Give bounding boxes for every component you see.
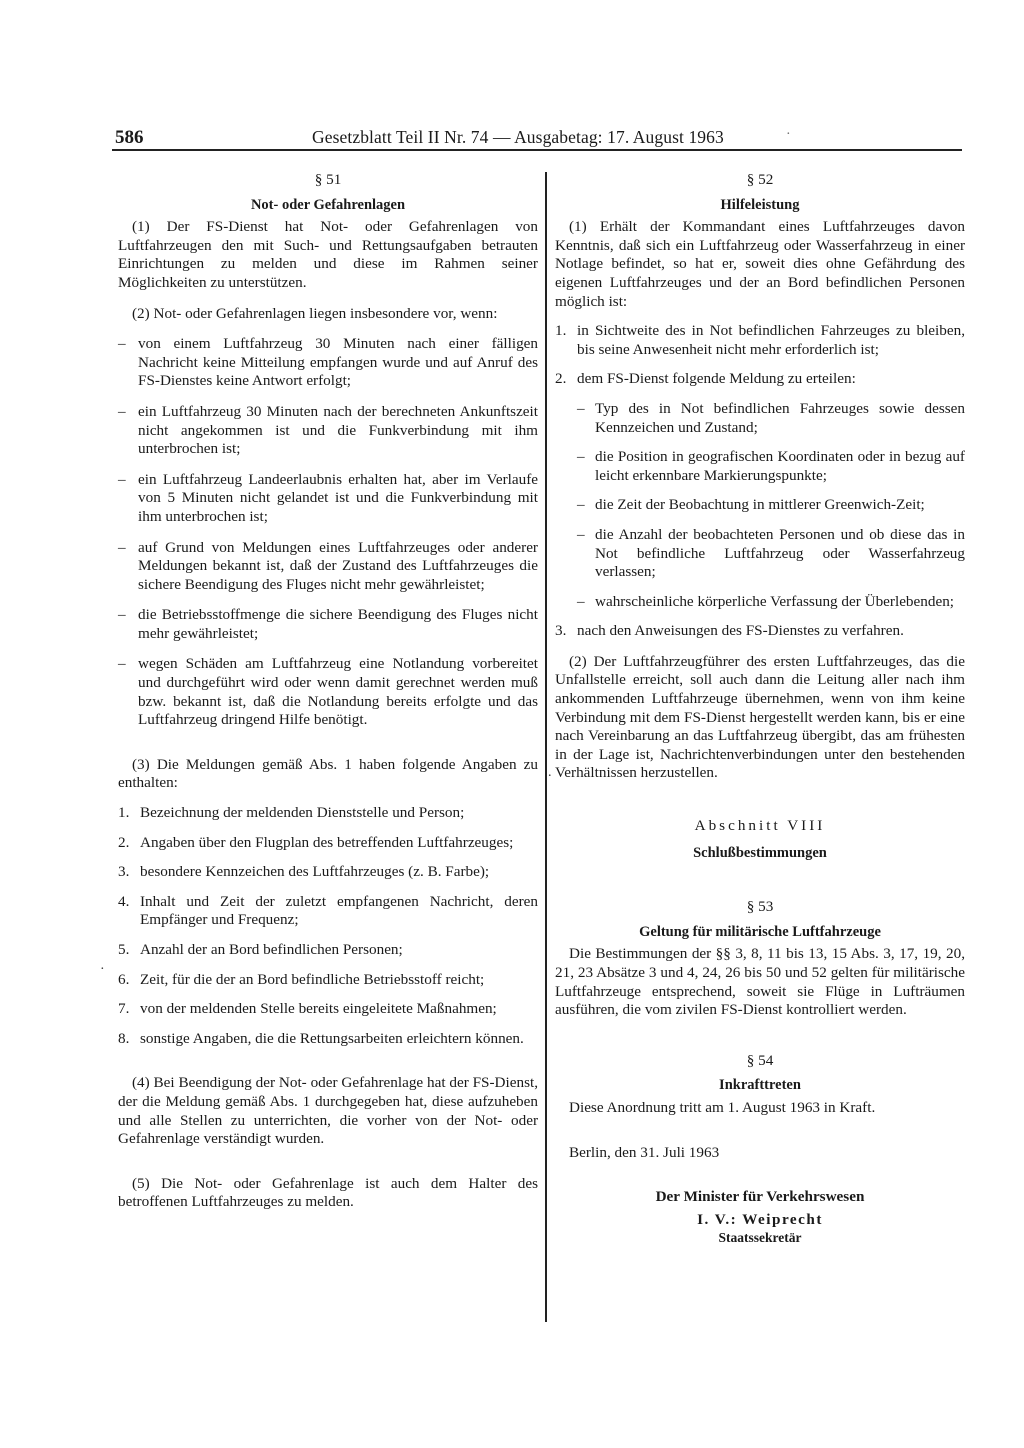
- sub-list-item: – die Anzahl der beobachteten Personen und ob diese das in Not befindliche Luftfahrzeug oder Wasserfahrzeug verlassen;: [577, 525, 965, 581]
- margin-dot: .: [548, 765, 552, 780]
- section-number: § 53: [746, 898, 774, 916]
- list-item: 5. Anzahl der an Bord befindlichen Personen;: [118, 941, 403, 958]
- paragraph: (1) Der FS-Dienst hat Not- oder Gefahrenlagen von Luftfahrzeugen den mit Such- und Rettungsaufgaben betrauten Einrichtungen zu melden und diese im Rahmen seiner Möglichkeiten zu unterstützen.: [118, 218, 538, 291]
- list-item: – von einem Luftfahrzeug 30 Minuten nach einer fälligen Nachricht keine Mitteilung empfangen wurde und auf Anruf des FS-Dienstes keine Antwort erfolgt;: [118, 335, 538, 390]
- list-item: 4. Inhalt und Zeit der zuletzt empfangenen Nachricht, deren Empfänger und Frequenz;: [118, 892, 538, 929]
- header-rule: [112, 149, 962, 151]
- chapter-heading: Abschnitt VIII: [694, 817, 826, 835]
- list-item: 8. sonstige Angaben, die die Rettungsarbeiten erleichtern können.: [118, 1029, 524, 1047]
- page-number: 586: [115, 127, 144, 148]
- signatory-role: Staatssekretär: [718, 1230, 802, 1246]
- list-item: – wegen Schäden am Luftfahrzeug eine Notlandung vorbereitet und durchgeführt wird oder wenn damit gerechnet werden muß bzw. bekannt ist, daß die Notlandung bereits erfolgte und das Luftfahrzeug dringend Hilfe benötigt.: [118, 655, 538, 729]
- list-item: 1. in Sichtweite des in Not befindlichen Fahrzeuges zu bleiben, bis seine Anwesenheit nicht mehr erforderlich ist;: [555, 322, 965, 358]
- list-item: 2. Angaben über den Flugplan des betreffenden Luftfahrzeuges;: [118, 833, 514, 851]
- section-title: Hilfeleistung: [720, 196, 800, 213]
- list-item: 7. von der meldenden Stelle bereits eingeleitete Maßnahmen;: [118, 1000, 497, 1018]
- section-number: § 52: [746, 171, 774, 188]
- signatory-name: I. V.: Weiprecht: [697, 1210, 823, 1228]
- list-item: 3. nach den Anweisungen des FS-Dienstes zu verfahren.: [555, 622, 904, 640]
- paragraph: (2) Not- oder Gefahrenlagen liegen insbesondere vor, wenn:: [132, 304, 498, 322]
- list-item: 2. dem FS-Dienst folgende Meldung zu erteilen:: [555, 370, 856, 388]
- chapter-title: Schlußbestimmungen: [693, 844, 827, 861]
- sub-list-item: – die Position in geografischen Koordinaten oder in bezug auf leicht erkennbare Markierungspunkte;: [577, 448, 965, 484]
- place-date: Berlin, den 31. Juli 1963: [569, 1143, 720, 1161]
- list-item: – auf Grund von Meldungen eines Luftfahrzeuges oder anderer Meldungen bekannt ist, daß der Zustand des Luftfahrzeuges die sichere Beendigung des Fluges nicht mehr gewährleistet;: [118, 538, 538, 593]
- running-title: Gesetzblatt Teil II Nr. 74 — Ausgabetag: 17. August 1963: [312, 127, 724, 147]
- right-column: [555, 165, 965, 1248]
- paragraph: (4) Bei Beendigung der Not- oder Gefahrenlage hat der FS-Dienst, der die Meldung gemäß Abs. 1 durchgegeben hat, diese aufzuheben und alle Stellen zu unterrichten, die vorher von der Not- oder Gefahrenlage verständigt wurden.: [118, 1074, 538, 1148]
- stray-mark: ·: [786, 127, 791, 142]
- left-column: [118, 165, 538, 1212]
- paragraph: (1) Erhält der Kommandant eines Luftfahrzeuges davon Kenntnis, daß sich ein Luftfahrzeug oder Wasserfahrzeug in einer Notlage befindet, so hat er, soweit dies ohne Gefährdung des eigenen Luftfahrzeuges und der an Bord befindlichen Personen möglich ist:: [555, 218, 965, 310]
- paragraph: (5) Die Not- oder Gefahrenlage ist auch dem Halter des betroffenen Luftfahrzeuges zu melden.: [118, 1174, 538, 1211]
- signatory-organization: Der Minister für Verkehrswesen: [655, 1188, 865, 1206]
- paragraph: (2) Der Luftfahrzeugführer des ersten Luftfahrzeuges, das die Unfallstelle erreicht, soll auch dann die Leitung aller nach ihm ankommenden Luftfahrzeuge übernehmen, wenn von ihm keine Verbindung mit dem FS-Dienst hergestellt werden kann, bis er eine nach Vereinbarung an das Luftfahrzeug übergibt, das am frühesten in der Lage ist, Nachrichtenverbindungen unter den bestehenden Verhältnissen herzustellen.: [555, 652, 965, 782]
- paragraph: Die Bestimmungen der §§ 3, 8, 11 bis 13, 15 Abs. 3, 17, 19, 20, 21, 23 Absätze 3 und 4, 24, 26 bis 50 und 52 gelten für militärische Luftfahrzeuge entsprechend, soweit sie Flüge in Lufträumen ausführen, die vom zivilen FS-Dienst kontrolliert werden.: [555, 945, 965, 1019]
- sub-list-item: – wahrscheinliche körperliche Verfassung der Überlebenden;: [577, 592, 955, 610]
- margin-dot: ·: [100, 962, 105, 977]
- list-item: 1. Bezeichnung der meldenden Dienststelle und Person;: [118, 804, 465, 822]
- column-divider: [545, 172, 547, 1322]
- section-title: Geltung für militärische Luftfahrzeuge: [639, 923, 881, 940]
- sub-list-item: – Typ des in Not befindlichen Fahrzeuges sowie dessen Kennzeichen und Zustand;: [577, 399, 965, 436]
- sub-list-item: – die Zeit der Beobachtung in mittlerer Greenwich-Zeit;: [577, 496, 925, 514]
- paragraph: (3) Die Meldungen gemäß Abs. 1 haben folgende Angaben zu enthalten:: [118, 755, 538, 792]
- list-item: – die Betriebsstoffmenge die sichere Beendigung des Fluges nicht mehr gewährleistet;: [118, 606, 538, 642]
- section-number: § 54: [746, 1051, 774, 1069]
- section-title: Not- oder Gefahrenlagen: [250, 196, 406, 213]
- list-item: 3. besondere Kennzeichen des Luftfahrzeuges (z. B. Farbe);: [118, 863, 490, 881]
- list-item: – ein Luftfahrzeug Landeerlaubnis erhalten hat, aber im Verlaufe von 5 Minuten nicht gelandet ist und die Funkverbindung mit ihm unterbrochen ist;: [118, 470, 538, 525]
- list-item: 6. Zeit, für die der an Bord befindliche Betriebsstoff reicht;: [118, 970, 485, 988]
- section-title: Inkrafttreten: [719, 1077, 801, 1094]
- list-item: – ein Luftfahrzeug 30 Minuten nach der berechneten Ankunftszeit nicht angekommen ist und die Funkverbindung mit ihm unterbrochen ist;: [118, 402, 538, 458]
- paragraph: Diese Anordnung tritt am 1. August 1963 in Kraft.: [569, 1098, 876, 1116]
- section-number: § 51: [314, 171, 342, 188]
